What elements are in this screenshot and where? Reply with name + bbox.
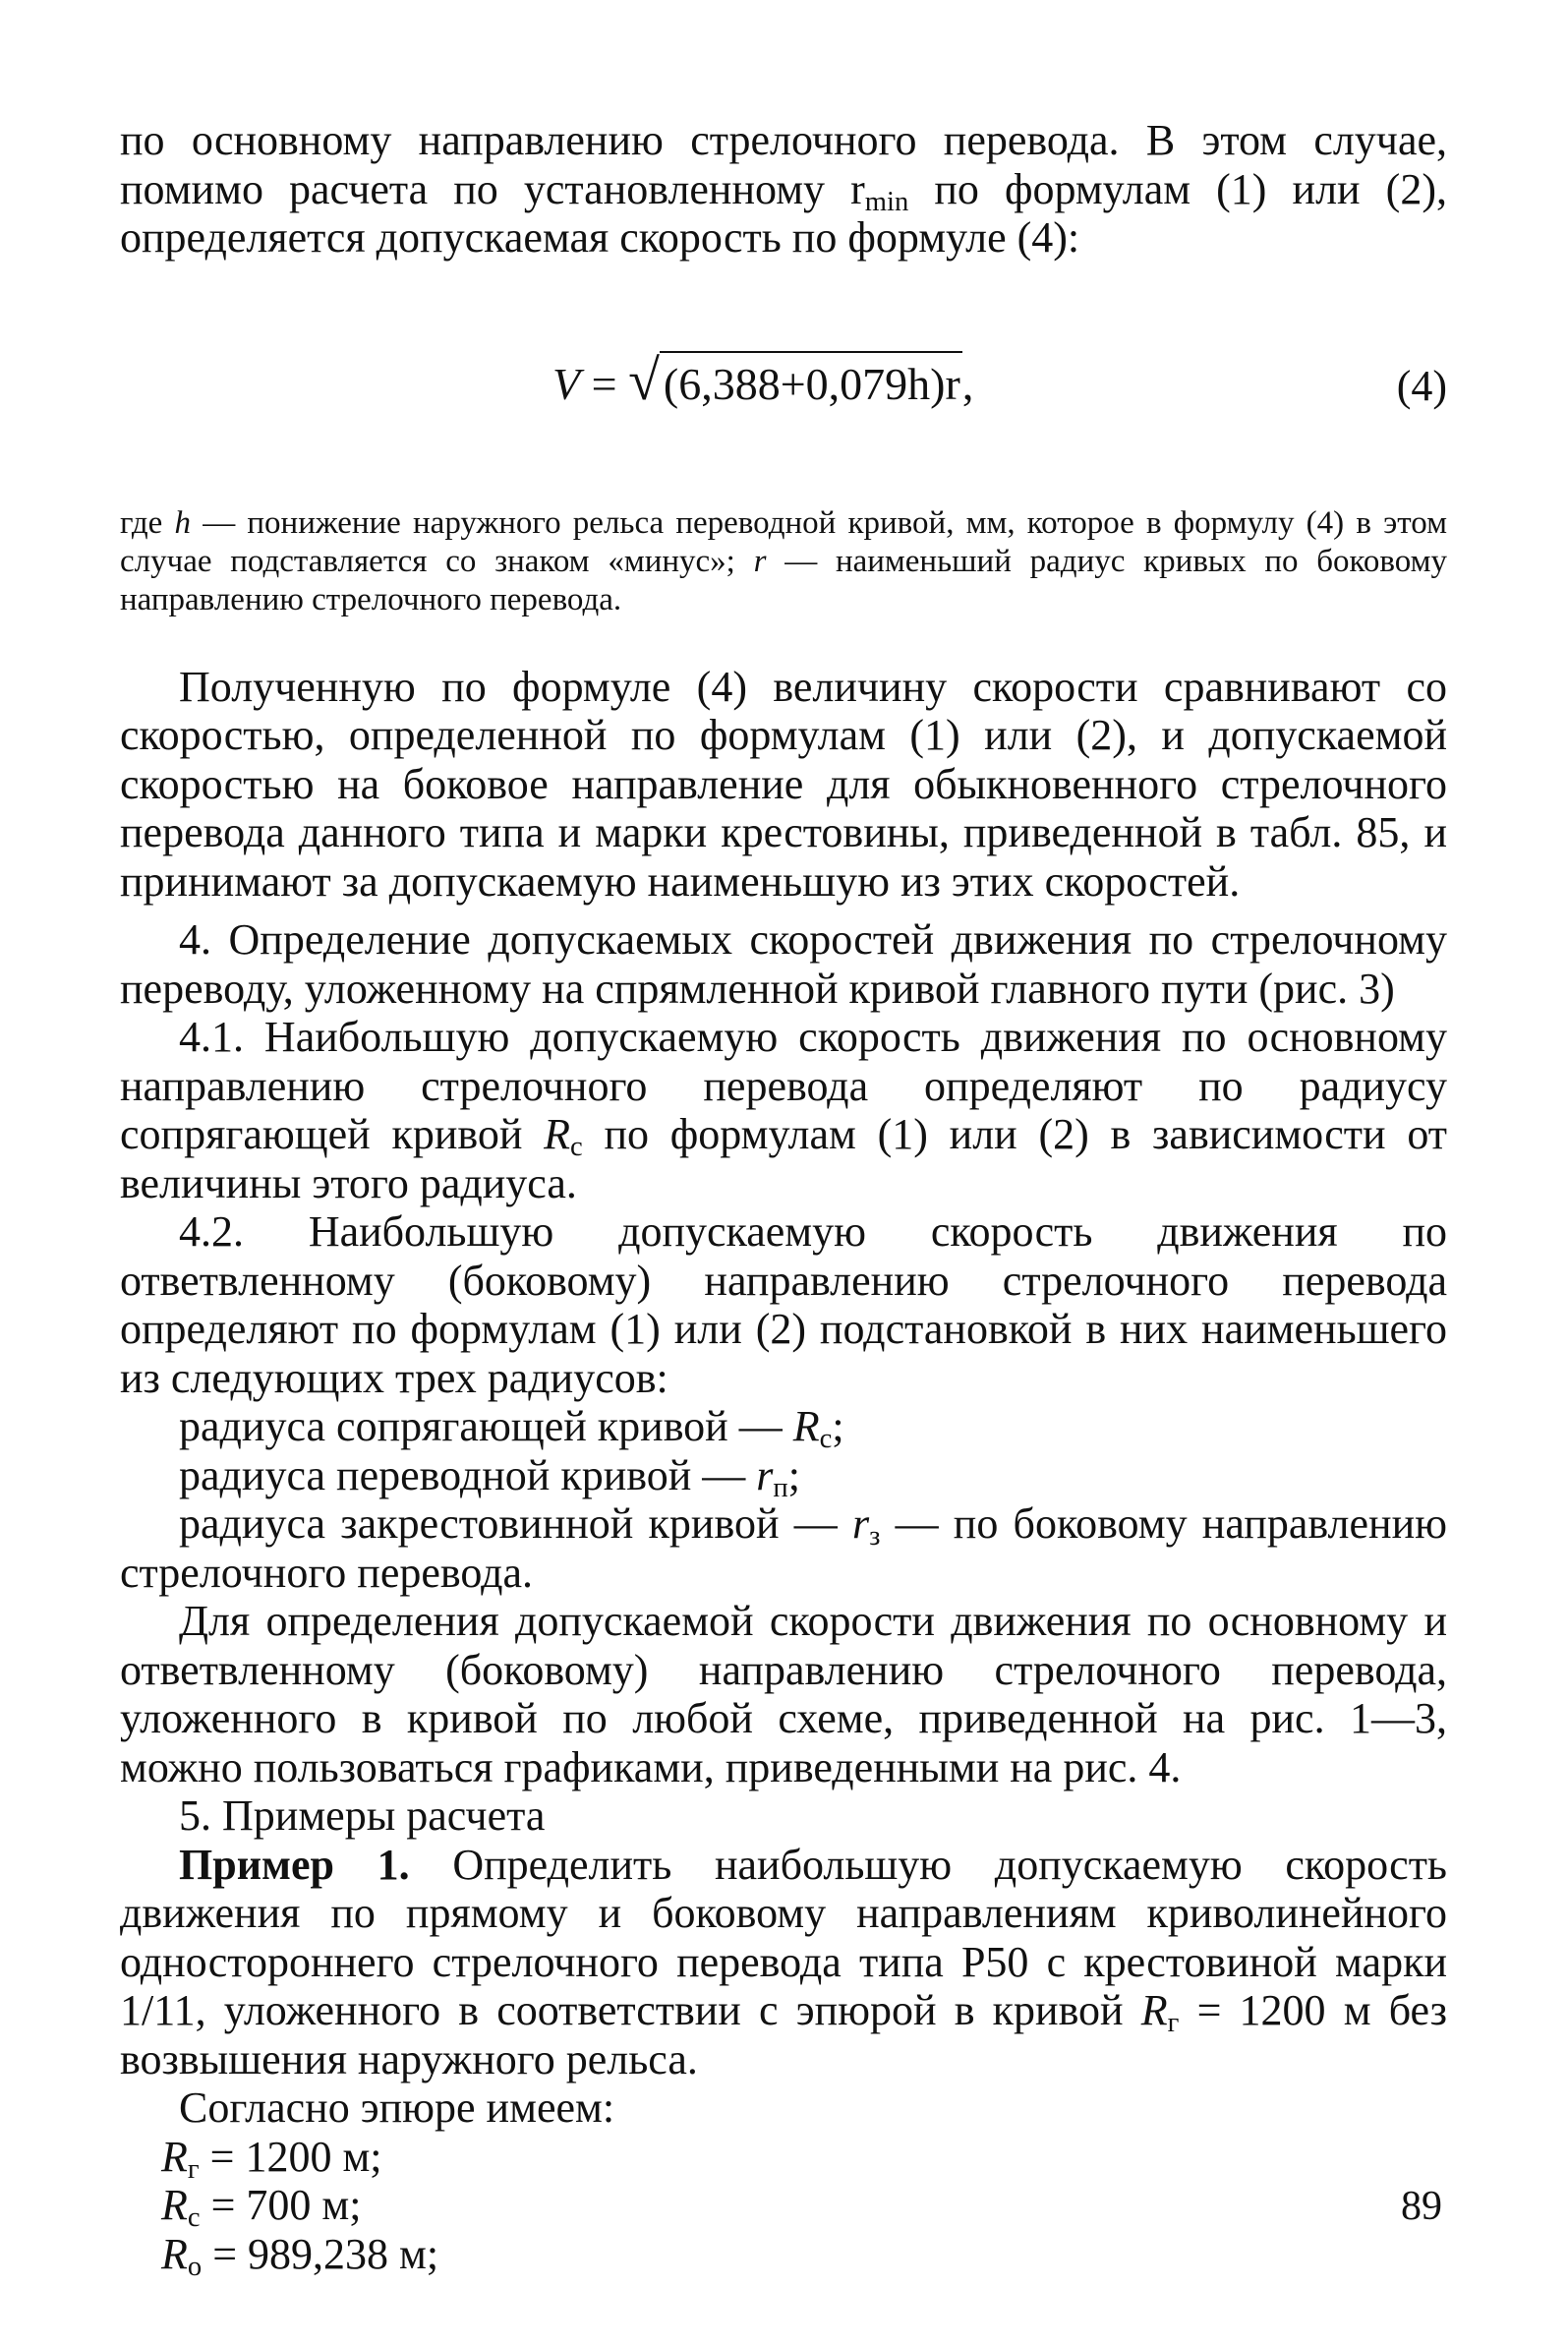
compare-paragraph: Полученную по формуле (4) величину скорости сравнивают со скоростью, определенной по формулам (1) или (2), и допускаемой скоростью на боковое направление для обыкновенного стрелочного перевода данного типа и марки крестовины, приведенной в табл. 85, и принимают за допускаемую наименьшую из этих скоростей. <box>120 662 1447 906</box>
value-rg-val: = 1200 м; <box>199 2132 382 2181</box>
note-var-r: r <box>753 543 767 579</box>
radius-1-var: R <box>792 1402 820 1450</box>
radius-1-sub: c <box>819 1424 833 1455</box>
example-1-label: Пример 1. <box>179 1840 410 1889</box>
s41-sub: c <box>570 1132 583 1163</box>
s41-text-b: по формулам (1) или (2) в зависимости от величины этого радиуса. <box>120 1110 1447 1207</box>
graphs-paragraph: Для определения допускаемой скорости движения по основному и ответвленному (боковому) направлению стрелочного перевода, уложенного в кривой по любой схеме, приведенной на рис. 1—3, можно пользоваться графиками, приведенными на рис. 4. <box>120 1597 1447 1791</box>
intro-subscript: min <box>864 186 909 217</box>
s41-text-a: 4.1. Наибольшую допускаемую скорость движения по основному направлению стрелочного перевода определяют по радиусу сопрягающей кривой <box>120 1013 1447 1158</box>
example-1-text-a: Определить наибольшую допускаемую скорость движения по прямому и боковому направлениям криволинейного одностороннего стрелочного перевода типа Р50 с крестовиной марки 1/11, уложенного в соответствии с эпюрой в кривой <box>120 1840 1447 2034</box>
intro-paragraph <box>120 116 1447 263</box>
radius-1-text: радиуса сопрягающей кривой — <box>179 1402 793 1450</box>
section-4-1 <box>120 1013 1447 1207</box>
epure-intro: Согласно эпюре имеем: <box>179 2083 615 2132</box>
value-rc-val: = 700 м; <box>200 2181 362 2229</box>
radius-item-3 <box>120 1499 1447 1597</box>
example-1-var: R <box>1140 1986 1168 2034</box>
example-1-sub: г <box>1167 2008 1180 2039</box>
radius-item-1 <box>120 1402 1447 1455</box>
value-ro <box>120 2229 1447 2282</box>
radius-3-end: — по боковому направлению стрелочного перевода. <box>120 1499 1448 1597</box>
radius-3-sub: з <box>869 1521 881 1553</box>
section-5-heading: 5. Примеры расчета <box>179 1791 546 1840</box>
note-var-h: h <box>174 504 192 541</box>
value-ro-var: R <box>161 2229 188 2278</box>
formula-lhs: V <box>552 358 581 409</box>
value-rg-sub: г <box>187 2153 200 2185</box>
radius-2-text: радиуса переводной кривой — <box>179 1450 757 1499</box>
value-rg <box>120 2132 1447 2185</box>
page-number: 89 <box>1401 2184 1442 2229</box>
note-text-2: — понижение наружного рельса переводной кривой, мм, которое в формулу (4) в этом случае подставляется со знаком «минус»; <box>120 504 1447 579</box>
formula-eq: = <box>580 358 629 409</box>
page-content <box>120 116 1448 2282</box>
radius-2-end: ; <box>787 1450 800 1499</box>
intro-text: по основному направлению стрелочного перевода. В этом случае, помимо расчета по установленному r <box>120 116 1447 213</box>
example-1-text-b: = 1200 м без возвышения наружного рельса. <box>120 1986 1448 2083</box>
equation-number: (4) <box>1396 361 1447 410</box>
formula-note <box>120 504 1447 619</box>
radius-1-end: ; <box>832 1402 844 1450</box>
radius-2-sub: п <box>773 1472 788 1503</box>
value-rc-var: R <box>161 2181 188 2229</box>
s41-var: R <box>544 1110 571 1158</box>
section-4-heading: 4. Определение допускаемых скоростей движения по стрелочному переводу, уложенному на спрямленной кривой главного пути (рис. 3) <box>120 915 1447 1013</box>
example-1 <box>120 1841 1447 2084</box>
value-rc <box>120 2181 1447 2234</box>
note-text-3: — наименьший радиус кривых по боковому направлению стрелочного перевода. <box>120 543 1447 617</box>
intro-text-end: по формулам (1) или (2), определяется допускаемая скорость по формуле (4): <box>120 164 1447 262</box>
value-rg-var: R <box>161 2132 188 2181</box>
formula-expression <box>552 347 974 412</box>
section-4-2: 4.2. Наибольшую допускаемую скорость движения по ответвленному (боковому) направлению стрелочного перевода определяют по формулам (1) или (2) подстановкой в них наименьшего из следующих трех радиусов: <box>120 1207 1447 1402</box>
sqrt-icon: √ <box>628 347 660 412</box>
value-ro-sub: о <box>187 2251 203 2282</box>
radius-3-text: радиуса закрестовинной кривой — <box>179 1499 852 1548</box>
formula-4 <box>120 331 1447 459</box>
note-text-1: где <box>120 504 175 541</box>
value-rc-sub: с <box>187 2202 201 2234</box>
value-ro-val: = 989,238 м; <box>202 2229 439 2278</box>
radius-item-2 <box>120 1450 1447 1503</box>
radius-3-var: r <box>851 1499 870 1548</box>
formula-tail: , <box>961 358 974 409</box>
formula-radicand: (6,388+0,079h)r <box>660 351 962 412</box>
radius-2-var: r <box>756 1450 774 1499</box>
